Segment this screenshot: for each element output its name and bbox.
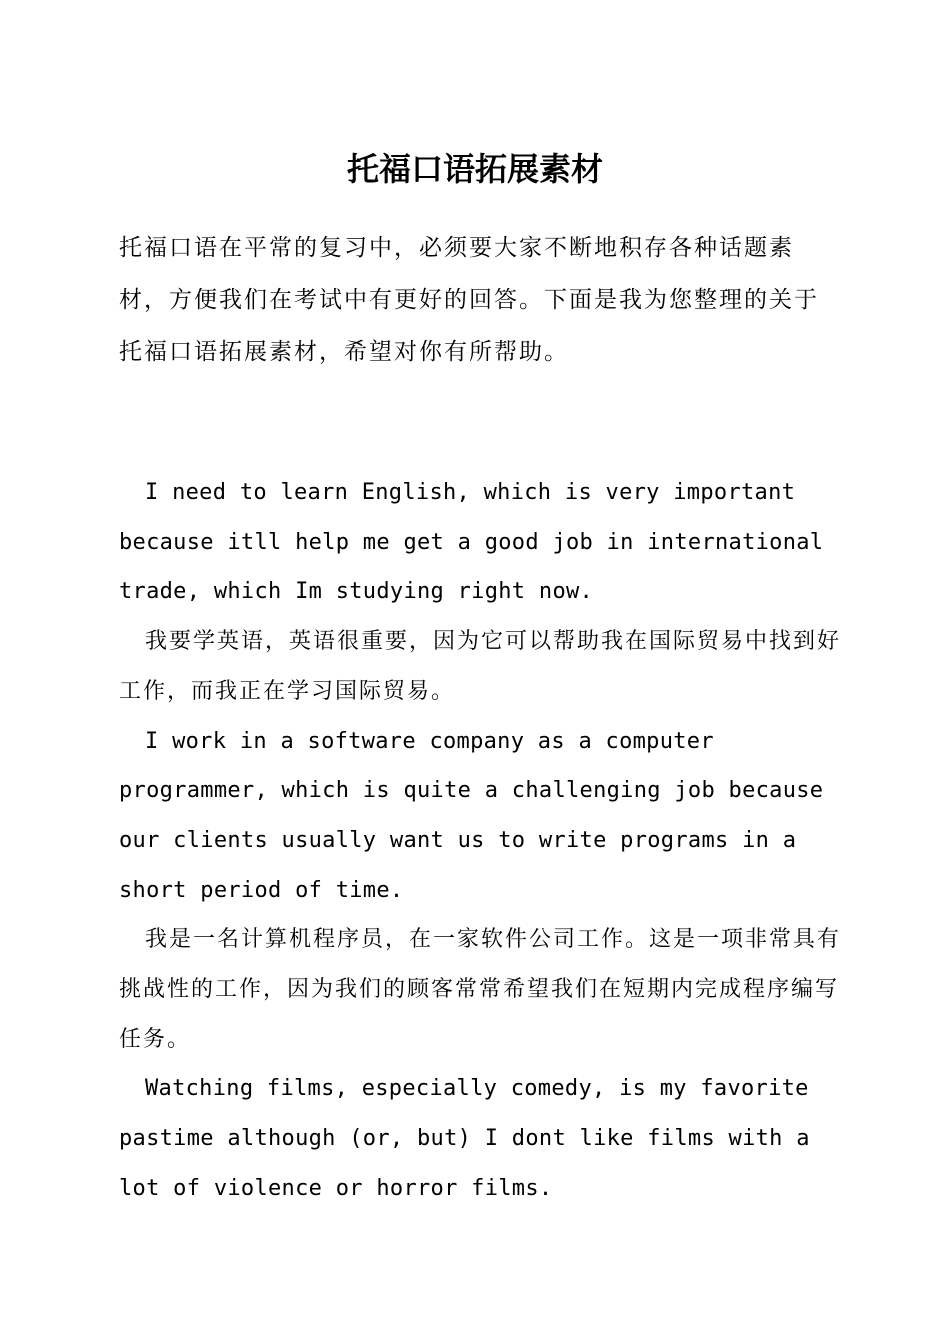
document-body	[119, 468, 849, 1214]
paragraph-en-1: I need to learn English, which is very important because itll help me get a good job in international trade, which Im studying right now.	[119, 480, 824, 605]
document-title: 托福口语拓展素材	[346, 150, 603, 188]
paragraph-zh-2: 我是一名计算机程序员，在一家软件公司工作。这是一项非常具有挑战性的工作，因为我们的顾客常常希望我们在短期内完成程序编写任务。	[119, 927, 842, 1052]
paragraph-zh-1: 我要学英语，英语很重要，因为它可以帮助我在国际贸易中找到好工作，而我正在学习国际贸易。	[119, 629, 842, 704]
paragraph-en-3: Watching films, especially comedy, is my favorite pastime although (or, but) I dont like films with a lot of violence or horror films.	[119, 1076, 810, 1201]
paragraph-en-2: I work in a software company as a computer programmer, which is quite a challenging job because our clients usually want us to write programs in a short period of time.	[119, 728, 824, 903]
intro-paragraph: 托福口语在平常的复习中，必须要大家不断地积存各种话题素材，方便我们在考试中有更好的回答。下面是我为您整理的关于托福口语拓展素材，希望对你有所帮助。	[119, 235, 819, 365]
